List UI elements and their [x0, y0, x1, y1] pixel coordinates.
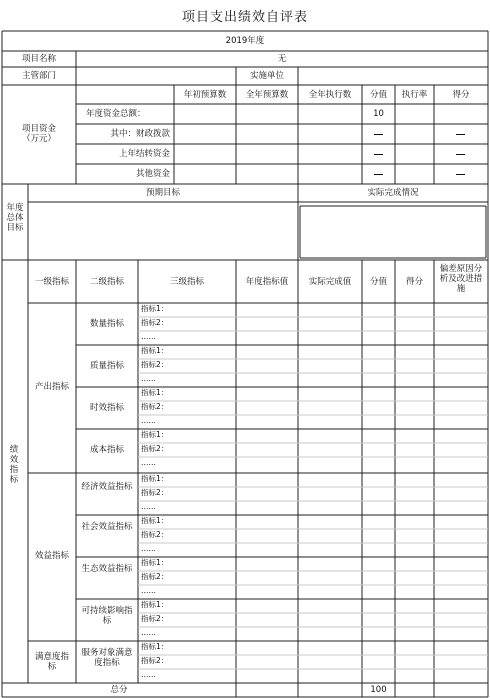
level2-timeliness: 时效指标 — [89, 403, 124, 413]
perf-header-level2: 二级指标 — [89, 277, 124, 287]
project-name-label: 项目名称 — [21, 54, 56, 64]
indicator-line: …… — [141, 332, 156, 341]
fund-header-initial-budget: 年初预算数 — [183, 90, 227, 100]
perf-header-level3: 三级指标 — [169, 277, 204, 287]
perf-header-target: 年度指标值 — [245, 277, 289, 287]
indicator-line: 指标1： — [141, 642, 169, 651]
level1-output: 产出指标 — [34, 382, 69, 392]
indicator-line: …… — [141, 586, 156, 595]
perf-header-deviation: 偏差原因分析及改进措施 — [439, 264, 483, 294]
level2-cost: 成本指标 — [89, 445, 124, 455]
fund-header-annual-budget: 全年预算数 — [245, 90, 289, 100]
indicator-line: 指标2： — [141, 402, 169, 411]
indicator-line: 指标2： — [141, 488, 169, 497]
actual-status-header: 实际完成情况 — [367, 188, 419, 198]
indicator-line: …… — [141, 544, 156, 553]
fund-header-score-value: 分值 — [369, 90, 387, 100]
dash-mark — [456, 174, 465, 175]
project-name-value: 无 — [277, 54, 287, 64]
dash-mark — [374, 154, 383, 155]
indicator-line: …… — [141, 416, 156, 425]
total-score: 100 — [370, 685, 387, 695]
indicator-line: …… — [141, 628, 156, 637]
perf-indicator-label: 绩效指标 — [9, 445, 19, 485]
level2-economic: 经济效益指标 — [81, 482, 133, 492]
dept-label: 主管部门 — [21, 71, 56, 81]
year-label: 2019年度 — [225, 36, 265, 46]
level2-social: 社会效益指标 — [81, 522, 133, 532]
dash-mark — [456, 154, 465, 155]
total-label: 总分 — [110, 685, 128, 695]
indicator-line: 指标2： — [141, 614, 169, 623]
level2-sustainable: 可持续影响指标 — [81, 606, 133, 626]
indicator-line: 指标1： — [141, 346, 169, 355]
perf-header-level1: 一级指标 — [34, 277, 69, 287]
fund-row-other: 其他资金 — [135, 169, 170, 179]
dash-mark — [456, 134, 465, 135]
fund-header-annual-executed: 全年执行数 — [308, 90, 352, 100]
level2-quality: 质量指标 — [89, 361, 124, 371]
level2-ecological: 生态效益指标 — [81, 564, 133, 574]
indicator-line: 指标2： — [141, 656, 169, 665]
impl-unit-label: 实施单位 — [249, 71, 284, 81]
fund-label: 项目资金（万元） — [21, 124, 56, 144]
indicator-line: 指标2： — [141, 572, 169, 581]
annual-goal-label: 年度总体目标 — [6, 203, 24, 233]
indicator-line: 指标1： — [141, 516, 169, 525]
indicator-line: …… — [141, 502, 156, 511]
indicator-line: …… — [141, 670, 156, 679]
dash-mark — [374, 174, 383, 175]
perf-header-score: 得分 — [405, 277, 423, 287]
fund-row-fiscal: 其中：财政拨款 — [110, 129, 170, 139]
indicator-line: 指标1： — [141, 304, 169, 313]
fund-row-carryover: 上年结转资金 — [118, 149, 170, 159]
fund-header-score: 得分 — [452, 90, 470, 100]
document-title: 项目支出绩效自评表 — [181, 10, 308, 25]
fund-row-total: 年度资金总额： — [86, 109, 146, 119]
expected-goal-header: 预期目标 — [145, 188, 180, 198]
indicator-line: 指标2： — [141, 360, 169, 369]
indicator-line: 指标1： — [141, 474, 169, 483]
dash-mark — [374, 134, 383, 135]
level2-quantity: 数量指标 — [89, 319, 124, 329]
perf-header-score-value: 分值 — [369, 277, 387, 287]
level2-service-satisfaction: 服务对象满意度指标 — [81, 648, 133, 668]
indicator-line: 指标1： — [141, 558, 169, 567]
indicator-line: 指标1： — [141, 430, 169, 439]
indicator-line: 指标1： — [141, 388, 169, 397]
indicator-line: 指标2： — [141, 530, 169, 539]
fund-header-execution-rate: 执行率 — [401, 90, 428, 100]
indicator-line: 指标1： — [141, 600, 169, 609]
level1-satisfaction: 满意度指标 — [34, 652, 69, 672]
indicator-line: 指标2： — [141, 444, 169, 453]
perf-header-actual: 实际完成值 — [308, 277, 352, 287]
indicator-line: …… — [141, 374, 156, 383]
indicator-line: 指标2： — [141, 318, 169, 327]
indicator-line: …… — [141, 458, 156, 467]
fund-total-score: 10 — [373, 109, 384, 119]
level1-benefit: 效益指标 — [34, 551, 69, 561]
